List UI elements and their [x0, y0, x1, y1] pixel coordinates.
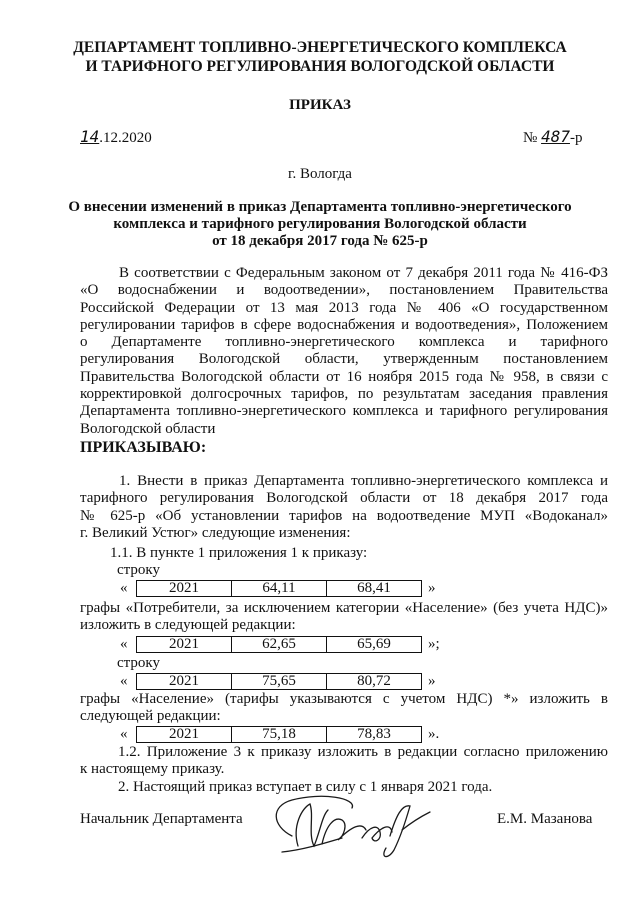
preamble-line: регулирования Вологодской области, утвержденным постановлением — [80, 351, 608, 368]
date-rest: .12.2020 — [99, 130, 152, 146]
preamble-line: Департамента топливно-энергетического комплекса и тарифного регулирования — [80, 403, 608, 420]
table-cell-value: 68,41 — [327, 581, 422, 597]
item1-line: № 625-р «Об установлении тарифов на водоотведение МУП «Водоканал» — [80, 507, 608, 524]
open-quote: « — [120, 580, 128, 596]
preamble-line: В соответствии с Федеральным законом от 7 декабря 2011 года № 416-ФЗ — [119, 265, 608, 281]
close-quote: » — [428, 673, 436, 689]
table-cell-year: 2021 — [137, 637, 232, 653]
item1-line: тарифного регулирования Вологодской области от 18 декабря 2017 года — [80, 490, 608, 507]
title-line3: от 18 декабря 2017 года № 625-р — [212, 233, 428, 249]
title-line2: комплекса и тарифного регулирования Вологодской области — [113, 216, 527, 232]
open-quote: « — [120, 673, 128, 689]
tariff-table — [136, 673, 422, 690]
graphs2-line: графы «Население» (тарифы указываются с учетом НДС) *» изложить в — [80, 691, 608, 707]
preamble-line: «О водоснабжении и водоотведении», постановлением Правительства — [80, 282, 608, 299]
number-prefix: № — [523, 130, 538, 146]
tariff-row-3 — [120, 673, 436, 690]
order-word: ПРИКАЗЫВАЮ: — [80, 439, 207, 456]
table-cell-value: 75,65 — [232, 674, 327, 690]
stroku-label-1: строку — [117, 562, 160, 578]
document-number — [523, 128, 582, 147]
signature-position: Начальник Департамента — [80, 811, 243, 827]
item1-line: 1. Внести в приказ Департамента топливно-энергетического комплекса и — [119, 473, 608, 489]
handwritten-signature — [262, 786, 462, 866]
item-1 — [80, 473, 608, 542]
preamble-line: корректировкой долгосрочных тарифов, по результатам заседания правления — [80, 386, 608, 403]
date-day-handwritten: 14 — [80, 127, 100, 146]
document-type: ПРИКАЗ — [289, 97, 351, 113]
table-cell-value: 80,72 — [327, 674, 422, 690]
graphs1-line: графы «Потребители, за исключением категории «Население» (без учета НДС)» — [80, 600, 608, 616]
table-cell-year: 2021 — [137, 581, 232, 597]
graphs-2 — [80, 691, 608, 726]
number-value-handwritten: 487 — [541, 127, 570, 146]
item-1-2 — [80, 744, 608, 779]
preamble-line: Правительства Вологодской области от 16 ноября 2015 года № 958, в связи с — [80, 368, 608, 385]
signature-name: Е.М. Мазанова — [497, 811, 593, 827]
number-suffix: -р — [569, 130, 583, 146]
tariff-table — [136, 726, 422, 743]
graphs1-line: изложить в следующей редакции: — [80, 617, 296, 634]
tariff-table — [136, 636, 422, 653]
close-quote: »; — [428, 636, 440, 652]
table-cell-value: 62,65 — [232, 637, 327, 653]
title-line1: О внесении изменений в приказ Департамента топливно-энергетического — [68, 199, 572, 215]
close-quote: » — [428, 580, 436, 596]
preamble-line: регулировании тарифов в сфере водоснабжения и водоотведения», Положением — [80, 316, 608, 333]
preamble-line: Вологодской области — [80, 420, 216, 437]
open-quote: « — [120, 636, 128, 652]
table-cell-year: 2021 — [137, 674, 232, 690]
preamble-line: о Департаменте топливно-энергетического комплекса и тарифного — [80, 334, 608, 351]
city: г. Вологда — [288, 166, 352, 182]
table-cell-value: 64,11 — [232, 581, 327, 597]
subitem-1-1: 1.1. В пункте 1 приложения 1 к приказу: — [110, 545, 368, 561]
stroku-label-2: строку — [117, 655, 160, 671]
item-2: 2. Настоящий приказ вступает в силу с 1 января 2021 года. — [118, 779, 493, 795]
item1-line: г. Великий Устюг» следующие изменения: — [80, 524, 351, 541]
tariff-row-2 — [120, 636, 440, 653]
close-quote: ». — [428, 726, 440, 742]
table-cell-year: 2021 — [137, 727, 232, 743]
department-header-line2: И ТАРИФНОГО РЕГУЛИРОВАНИЯ ВОЛОГОДСКОЙ ОБЛАСТИ — [85, 58, 555, 75]
table-cell-value: 78,83 — [327, 727, 422, 743]
graphs-1 — [80, 600, 608, 635]
tariff-row-1 — [120, 580, 436, 597]
p12-line: 1.2. Приложение 3 к приказу изложить в редакции согласно приложению — [118, 744, 608, 760]
tariff-table — [136, 580, 422, 597]
table-cell-value: 75,18 — [232, 727, 327, 743]
department-header-line1: ДЕПАРТАМЕНТ ТОПЛИВНО-ЭНЕРГЕТИЧЕСКОГО КОМПЛЕКСА — [73, 39, 567, 56]
table-cell-value: 65,69 — [327, 637, 422, 653]
preamble — [80, 265, 608, 438]
document-date — [80, 128, 152, 147]
graphs2-line: следующей редакции: — [80, 708, 221, 725]
preamble-line: Российской Федерации от 13 мая 2013 года № 406 «О государственном — [80, 299, 608, 316]
open-quote: « — [120, 726, 128, 742]
p12-line: к настоящему приказу. — [80, 761, 225, 778]
tariff-row-4 — [120, 726, 439, 743]
